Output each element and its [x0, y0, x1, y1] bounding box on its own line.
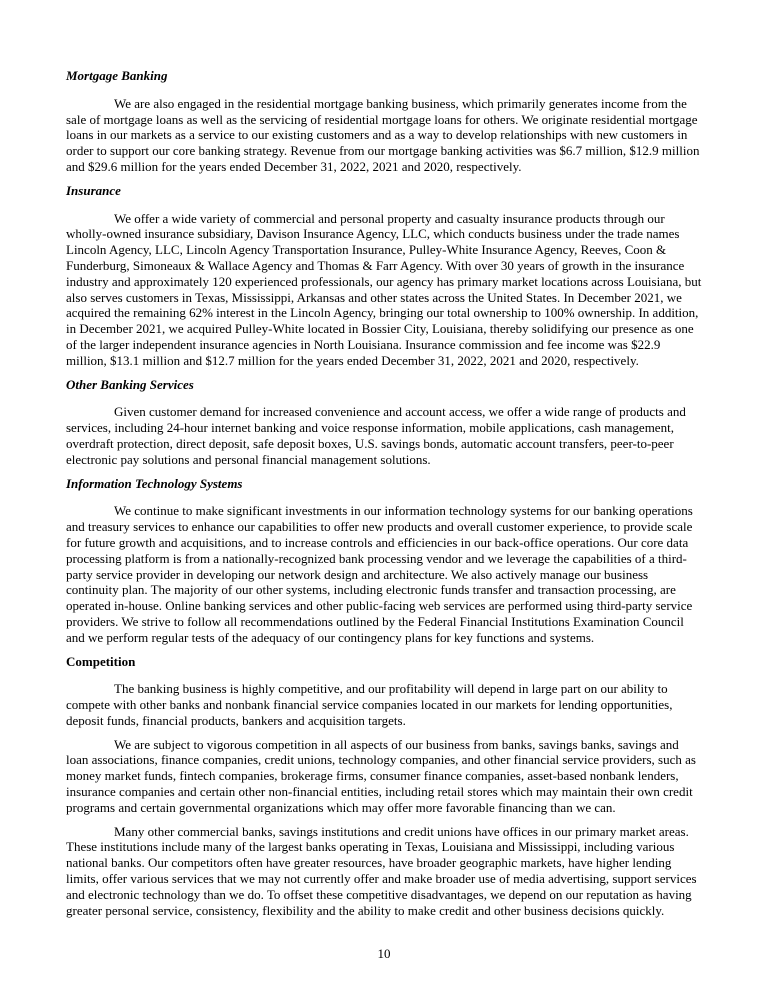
section-heading-competition: Competition: [66, 653, 136, 669]
paragraph: We offer a wide variety of commercial and personal property and casualty insurance products through our wholly-owned insurance subsidiary, Davison Insurance Agency, LLC, which conducts business under the trade names Lincoln Agency, LLC, Lincoln Agency Transportation Insurance, Pulley-White Insurance Agency, Reeves, Coon & Funderburg, Simoneaux & Wallace Agency and Thomas & Farr Agency. With over 30 years of growth in the insurance industry and approximately 120 experienced professionals, our agency has primary market locations across Louisiana, but also serves customers in Texas, Mississippi, Arkansas and other states across the United States. In December 2021, we acquired the remaining 62% interest in the Lincoln Agency, bringing our total ownership to 100% ownership. In addition, in December 2021, we acquired Pulley-White located in Bossier City, Louisiana, thereby solidifying our presence as one of the larger independent insurance agencies in North Louisiana. Insurance commission and fee income was $22.9 million, $13.1 million and $12.7 million for the years ended December 31, 2022, 2021 and 2020, respectively.: [66, 210, 702, 368]
section-heading-mortgage-banking: Mortgage Banking: [66, 68, 168, 83]
page-number: 10: [377, 946, 391, 962]
paragraph: We are also engaged in the residential mortgage banking business, which primarily generates income from the sale of mortgage loans as well as the servicing of residential mortgage loans for others. We originate residential mortgage loans in our markets as a service to our existing customers and as a way to develop relationships with new customers in order to support our core banking strategy. Revenue from our mortgage banking activities was $6.7 million, $12.9 million and $29.6 million for the years ended December 31, 2022, 2021 and 2020, respectively.: [66, 95, 700, 174]
paragraph: We are subject to vigorous competition in all aspects of our business from banks, savings banks, savings and loan associations, finance companies, credit unions, technology companies, and other financial service providers, such as money market funds, fintech companies, brokerage firms, consumer finance companies, asset-based nonbank lenders, insurance companies and certain other non-financial entities, including retail stores which may maintain their own credit programs and certain governmental organizations which may offer more favorable financing than we can.: [66, 736, 696, 815]
paragraph: Given customer demand for increased convenience and account access, we offer a wide range of products and services, including 24-hour internet banking and voice response information, mobile applications, cash management, overdraft protection, direct deposit, safe deposit boxes, U.S. savings bonds, automatic account transfers, peer-to-peer electronic pay solutions and personal financial management solutions.: [66, 404, 686, 467]
paragraph: Many other commercial banks, savings institutions and credit unions have offices in our primary market areas. These institutions include many of the largest banks operating in Texas, Louisiana and Mississippi, including various national banks. Our competitors often have greater resources, have broader geographic markets, have higher lending limits, offer various services that we may not currently offer and make broader use of media advertising, support services and electronic technology than we do. To offset these competitive disadvantages, we depend on our reputation as having greater personal service, consistency, flexibility and the ability to make credit and other business decisions quickly.: [66, 823, 697, 918]
section-mortgage-banking: [66, 68, 702, 175]
section-heading-other-banking-services: Other Banking Services: [66, 376, 194, 392]
section-competition: [66, 654, 702, 919]
paragraph: We continue to make significant investments in our information technology systems for our banking operations and treasury services to enhance our capabilities to offer new products and overall customer experience, to provide scale for future growth and acquisitions, and to increase controls and efficiencies in our back-office operations. Our core data processing platform is from a nationally-recognized bank processing vendor and we leverage the capabilities of a third-party service provider in developing our network design and architecture. We also actively manage our business continuity plan. The majority of our other systems, including electronic funds transfer and transaction processing, are operated in-house. Online banking services and other public-facing web services are performed using third-party service providers. We strive to follow all recommendations outlined by the Federal Financial Institutions Examination Council and we perform regular tests of the adequacy of our contingency plans for key functions and systems.: [66, 503, 693, 645]
section-insurance: [66, 183, 702, 369]
section-heading-information-technology-systems: Information Technology Systems: [66, 475, 243, 491]
paragraph: The banking business is highly competitive, and our profitability will depend in large part on our ability to compete with other banks and nonbank financial service companies located in our markets for lending opportunities, deposit funds, financial products, bankers and acquisition targets.: [66, 681, 673, 728]
section-information-technology-systems: [66, 476, 702, 646]
section-other-banking-services: [66, 377, 702, 468]
section-heading-insurance: Insurance: [66, 182, 121, 198]
